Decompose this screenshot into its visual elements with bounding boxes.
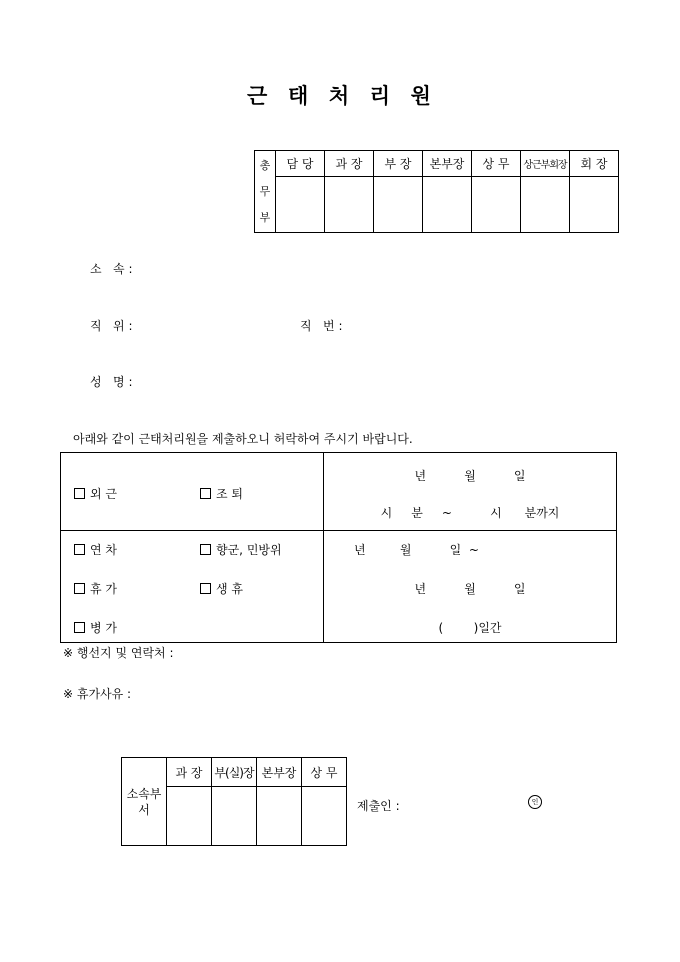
option-label: 생 휴 (216, 582, 243, 596)
option-menstrual[interactable] (200, 580, 243, 597)
checkbox-icon (74, 544, 85, 555)
option-label: 외 근 (90, 487, 117, 501)
dept-approval-table (121, 757, 347, 846)
approval-header: 상근부회장 (521, 151, 570, 177)
approval-side-char: 무 (259, 184, 271, 198)
checkbox-icon (200, 544, 211, 555)
approval-sign-box[interactable] (423, 177, 472, 233)
approval-header: 부 장 (374, 151, 423, 177)
approval-sign-box[interactable] (374, 177, 423, 233)
option-early-leave[interactable] (200, 485, 243, 502)
to-date-line[interactable]: 년 월 일 (414, 582, 526, 596)
dept-header: 본부장 (257, 758, 302, 787)
checkbox-icon (74, 488, 85, 499)
name-label: 성 명 : (90, 375, 133, 389)
top-time-line[interactable]: 시 분 ~ 시 분까지 (380, 506, 560, 520)
approval-header: 본부장 (423, 151, 472, 177)
dept-sign-box[interactable] (257, 787, 302, 846)
approval-header: 과 장 (325, 151, 374, 177)
approval-side-char: 총 (259, 158, 271, 172)
dept-sign-box[interactable] (167, 787, 212, 846)
approval-sign-box[interactable] (570, 177, 619, 233)
approval-header: 담 당 (276, 151, 325, 177)
dept-header: 상 무 (302, 758, 347, 787)
option-label: 향군, 민방위 (216, 543, 282, 557)
type-cell-top (61, 453, 324, 531)
approval-side-label (255, 151, 276, 233)
approval-table (254, 150, 619, 233)
approval-sign-box[interactable] (472, 177, 521, 233)
days-line[interactable]: ( )일간 (438, 621, 502, 635)
date-cell-top (324, 453, 617, 531)
seal-mark: 인 (528, 795, 542, 809)
dept-header: 과 장 (167, 758, 212, 787)
employee-no-label: 직 번 : (300, 319, 343, 333)
option-outside[interactable] (74, 485, 117, 502)
type-cell-bottom (61, 531, 324, 643)
dept-header: 부(실)장 (212, 758, 257, 787)
dept-sign-box[interactable] (302, 787, 347, 846)
option-label: 조 퇴 (216, 487, 243, 501)
position-label: 직 위 : (90, 319, 133, 333)
notice-text: 아래와 같이 근태처리원을 제출하오니 허락하여 주시기 바랍니다. (73, 432, 413, 446)
approval-header: 회 장 (570, 151, 619, 177)
option-annual[interactable] (74, 541, 117, 558)
page-title: 근 태 처 리 원 (247, 83, 433, 108)
date-cell-bottom (324, 531, 617, 643)
checkbox-icon (74, 622, 85, 633)
approval-sign-box[interactable] (276, 177, 325, 233)
affiliation-label: 소 속 : (90, 262, 133, 276)
option-vacation[interactable] (74, 580, 117, 597)
approval-sign-box[interactable] (325, 177, 374, 233)
dept-label: 소속부 서 (122, 758, 167, 846)
approval-sign-box[interactable] (521, 177, 570, 233)
top-date-line[interactable]: 년 월 일 (414, 469, 526, 483)
approval-side-char: 부 (259, 210, 271, 224)
dept-sign-box[interactable] (212, 787, 257, 846)
checkbox-icon (200, 583, 211, 594)
reason-note: ※ 휴가사유 : (63, 687, 132, 701)
checkbox-icon (74, 583, 85, 594)
destination-note: ※ 행선지 및 연락처 : (63, 646, 174, 660)
option-label: 병 가 (90, 621, 117, 635)
approval-header: 상 무 (472, 151, 521, 177)
option-label: 연 차 (90, 543, 117, 557)
from-date-line[interactable]: 년 월 일 ~ (354, 543, 479, 557)
option-label: 휴 가 (90, 582, 117, 596)
option-reserve[interactable] (200, 541, 282, 558)
checkbox-icon (200, 488, 211, 499)
option-sick[interactable] (74, 619, 117, 636)
submitter-label: 제출인 : (357, 799, 400, 813)
attendance-table (60, 452, 617, 643)
